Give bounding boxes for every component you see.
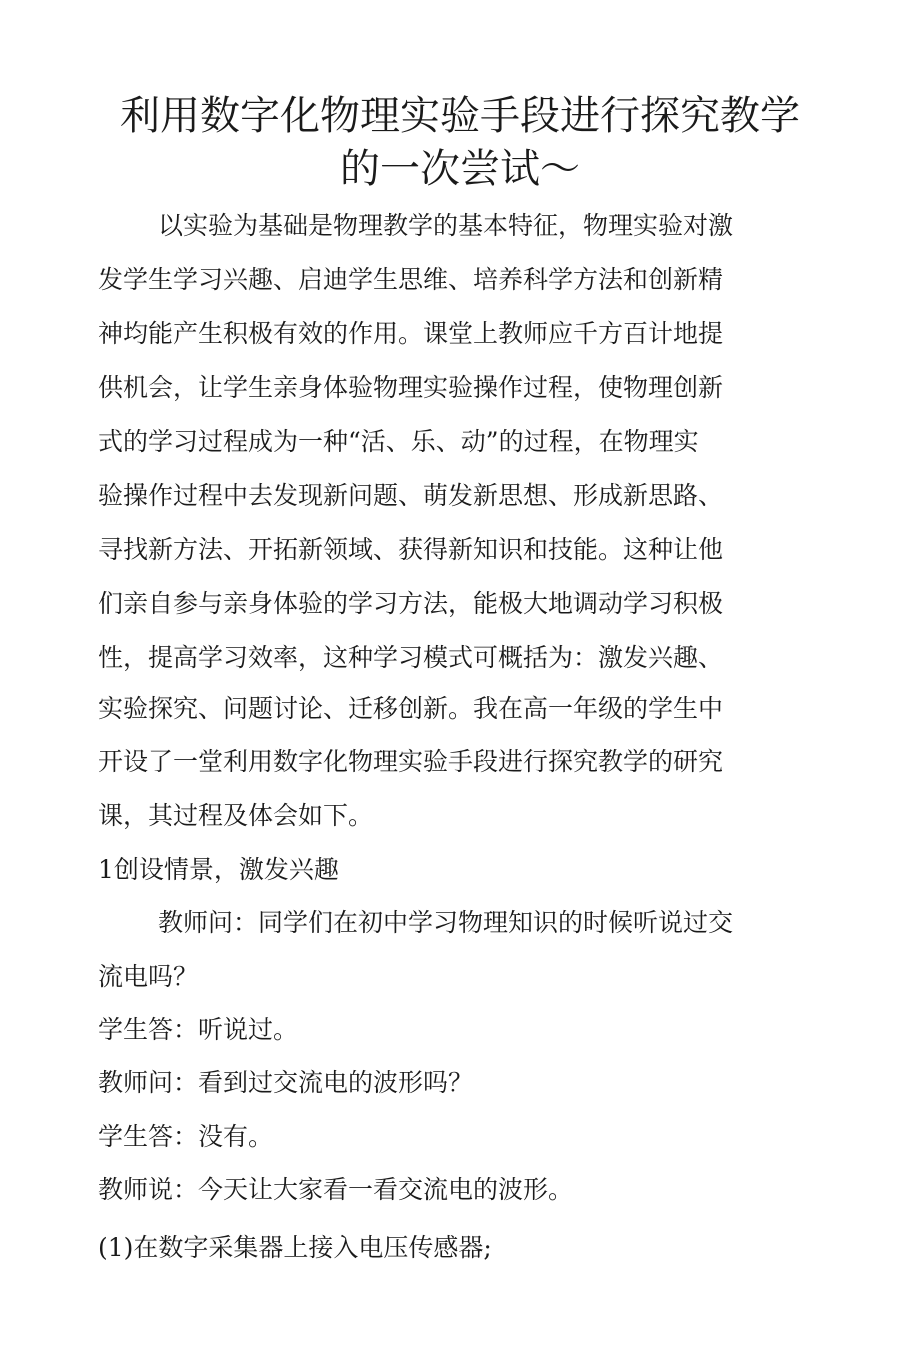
teacher-question-2: 教师问：看到过交流电的波形吗？ [98,1068,474,1097]
student-answer-2: 学生答：没有。 [98,1122,274,1151]
intro-line: 验操作过程中去发现新问题、萌发新思想、形成新思路、 [98,481,724,510]
intro-line: 发学生学习兴趣、启迪学生思维、培养科学方法和创新精 [98,265,724,294]
document-title-line-1: 利用数字化物理实验手段进行探究教学 [120,93,800,139]
document-title-line-2: 的一次尝试～ [340,146,580,192]
teacher-question-1: 教师问：同学们在初中学习物理知识的时候听说过交 [158,908,734,937]
procedure-step-1: (1)在数字采集器上接入电压传感器; [98,1233,492,1262]
intro-line: 寻找新方法、开拓新领域、获得新知识和技能。这种让他 [98,535,724,564]
intro-line: 供机会，让学生亲身体验物理实验操作过程，使物理创新 [98,373,724,402]
intro-line: 开设了一堂利用数字化物理实验手段进行探究教学的研究 [98,747,724,776]
intro-line: 神均能产生积极有效的作用。课堂上教师应千方百计地提 [98,319,724,348]
intro-line: 以实验为基础是物理教学的基本特征，物理实验对激 [158,211,734,240]
student-answer-1: 学生答：听说过。 [98,1015,299,1044]
teacher-statement: 教师说：今天让大家看一看交流电的波形。 [98,1175,574,1204]
intro-line: 实验探究、问题讨论、迁移创新。我在高一年级的学生中 [98,694,724,723]
intro-line: 们亲自参与亲身体验的学习方法，能极大地调动学习积极 [98,589,724,618]
intro-line: 性，提高学习效率，这种学习模式可概括为：激发兴趣、 [98,643,724,672]
intro-line: 式的学习过程成为一种“活、乐、动”的过程，在物理实 [98,427,699,456]
section-heading: 1创设情景，激发兴趣 [98,855,339,884]
intro-line: 课，其过程及体会如下。 [98,801,374,830]
teacher-question-1-cont: 流电吗？ [98,962,199,991]
